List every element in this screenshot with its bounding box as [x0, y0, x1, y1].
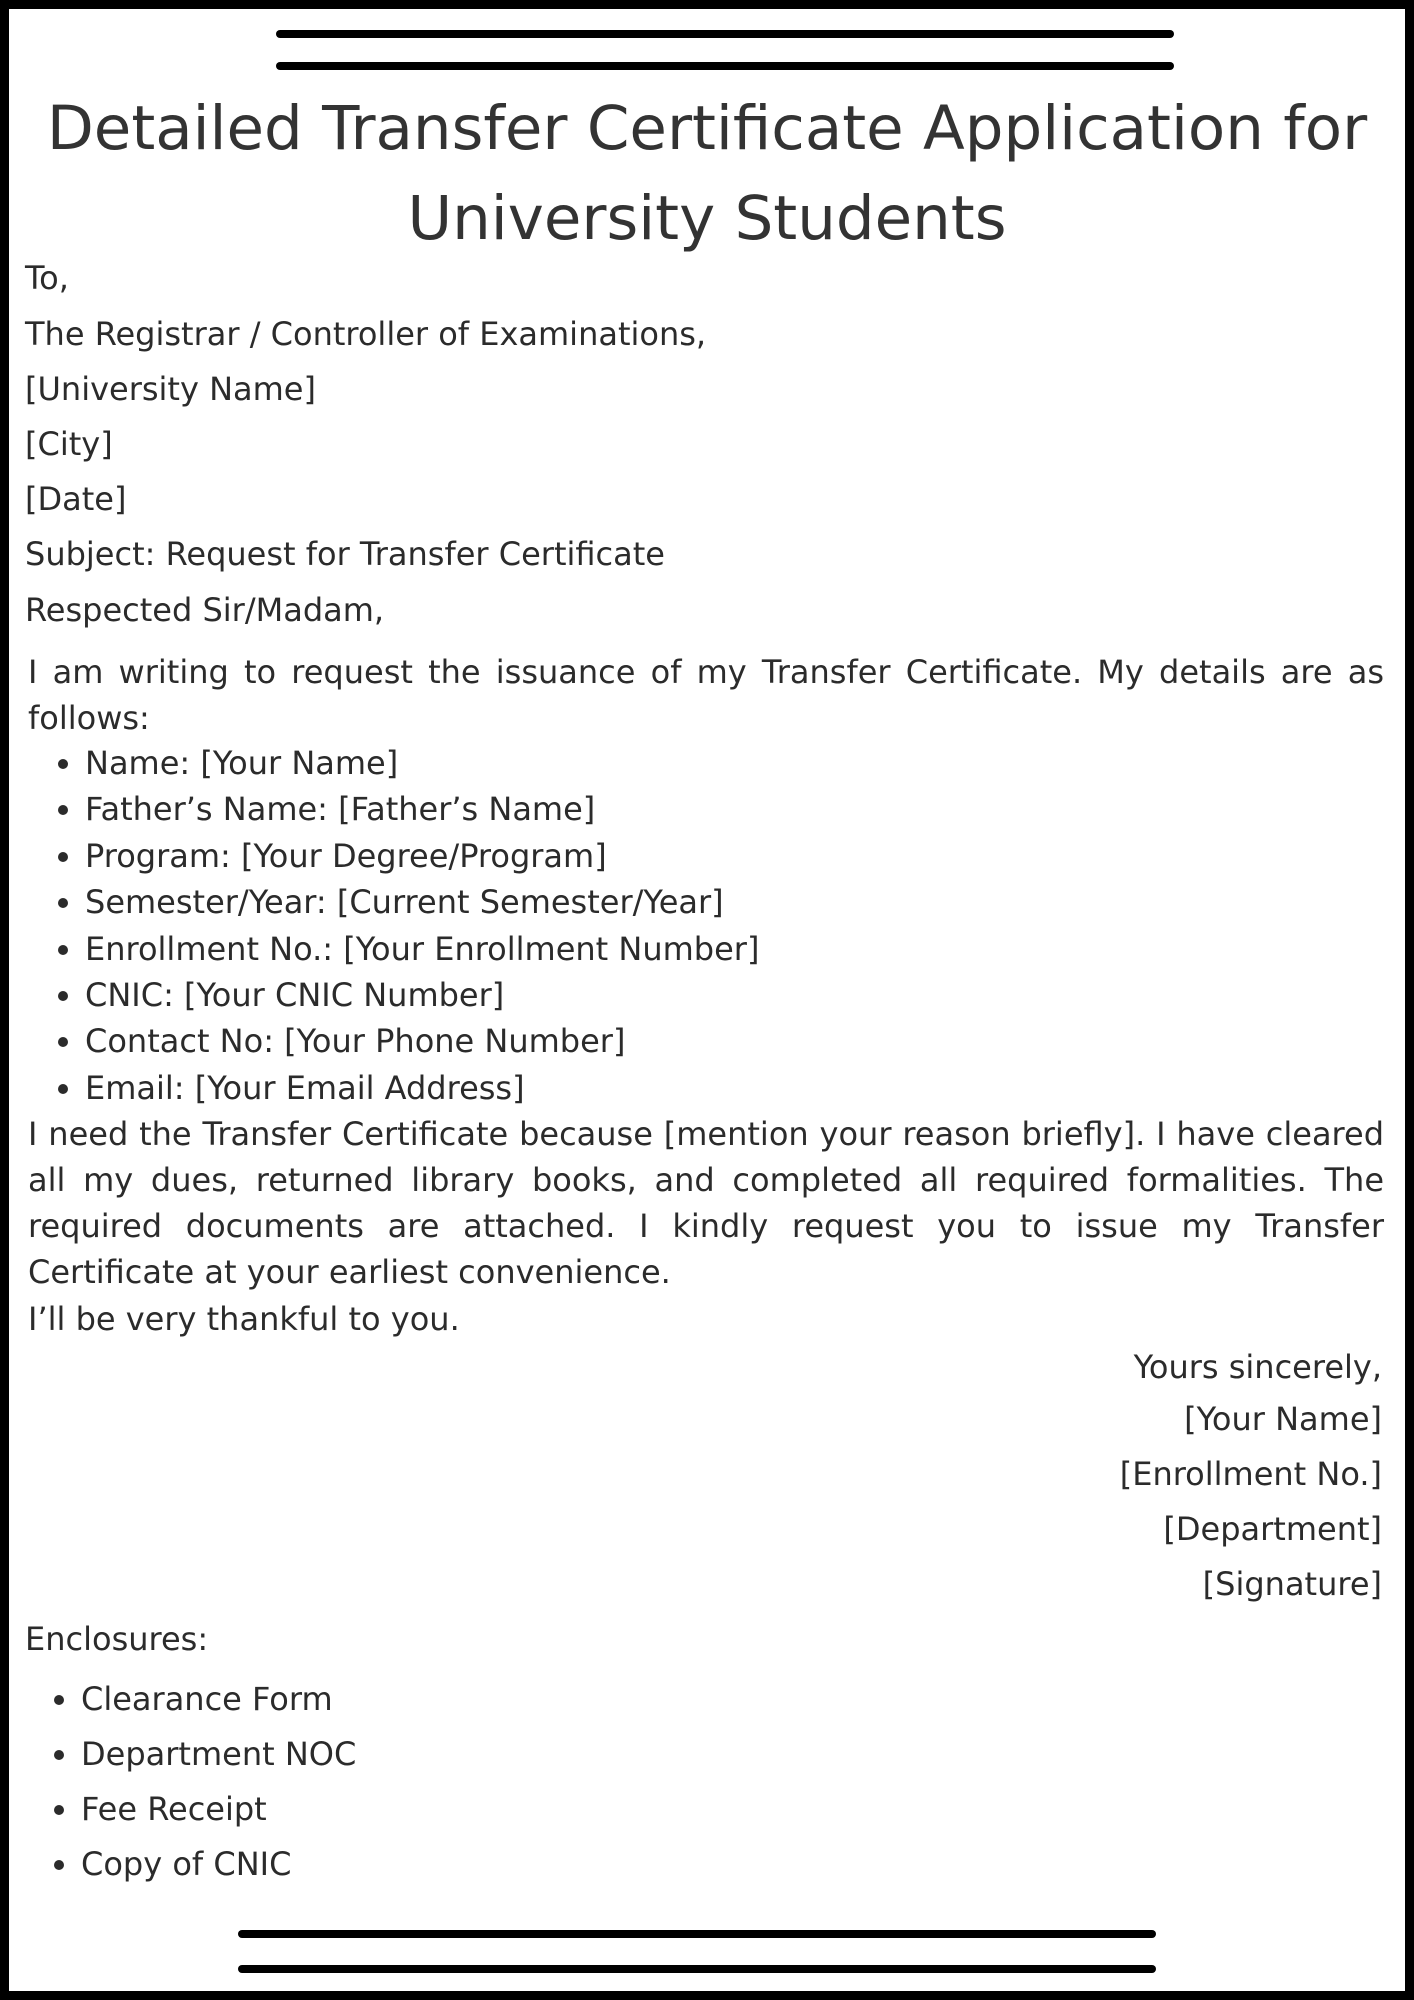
sender-signature: [Signature] [1202, 1565, 1382, 1603]
salutation: Respected Sir/Madam, [25, 591, 385, 629]
address-date: [Date] [25, 480, 127, 518]
valediction: Yours sincerely, [1133, 1348, 1382, 1386]
address-to: To, [25, 259, 69, 297]
details-list [28, 740, 759, 1111]
subject-line: Subject: Request for Transfer Certificate [25, 535, 665, 573]
bottom-divider-line [238, 1930, 1156, 1938]
list-item: • Enrollment No.: [Your Enrollment Number] [85, 926, 759, 972]
list-item: • Semester/Year: [Current Semester/Year] [85, 879, 759, 925]
thanks-line: I’ll be very thankful to you. [28, 1300, 460, 1338]
list-item: • CNIC: [Your CNIC Number] [85, 972, 759, 1018]
sender-name: [Your Name] [1184, 1400, 1382, 1438]
top-divider-line [276, 62, 1174, 70]
address-recipient: The Registrar / Controller of Examinations, [25, 315, 707, 353]
list-item: • Clearance Form [81, 1672, 356, 1727]
enclosures-label: Enclosures: [25, 1620, 209, 1658]
list-item: • Contact No: [Your Phone Number] [85, 1018, 759, 1064]
top-divider-line [276, 30, 1174, 38]
list-item: • Copy of CNIC [81, 1837, 356, 1892]
list-item: • Email: [Your Email Address] [85, 1065, 759, 1111]
sender-enrollment: [Enrollment No.] [1119, 1455, 1382, 1493]
address-university: [University Name] [25, 370, 316, 408]
sender-department: [Department] [1163, 1510, 1382, 1548]
enclosures-list [25, 1672, 356, 1892]
page-title: Detailed Transfer Certificate Application for University Students [46, 93, 1368, 254]
intro-paragraph: I am writing to request the issuance of my Transfer Certificate. My details are as follows: [28, 653, 1384, 737]
bottom-divider-line [238, 1965, 1156, 1973]
list-item: • Father’s Name: [Father’s Name] [85, 786, 759, 832]
body-paragraph: I need the Transfer Certificate because [mention your reason briefly]. I have cleared all my dues, returned library books, and completed all required formalities. The required documents are attached. I kindly request you to issue my Transfer Certificate at your earliest convenience. [28, 1115, 1384, 1291]
list-item: • Fee Receipt [81, 1782, 356, 1837]
list-item: • Department NOC [81, 1727, 356, 1782]
list-item: • Program: [Your Degree/Program] [85, 833, 759, 879]
list-item: • Name: [Your Name] [85, 740, 759, 786]
address-city: [City] [25, 425, 113, 463]
